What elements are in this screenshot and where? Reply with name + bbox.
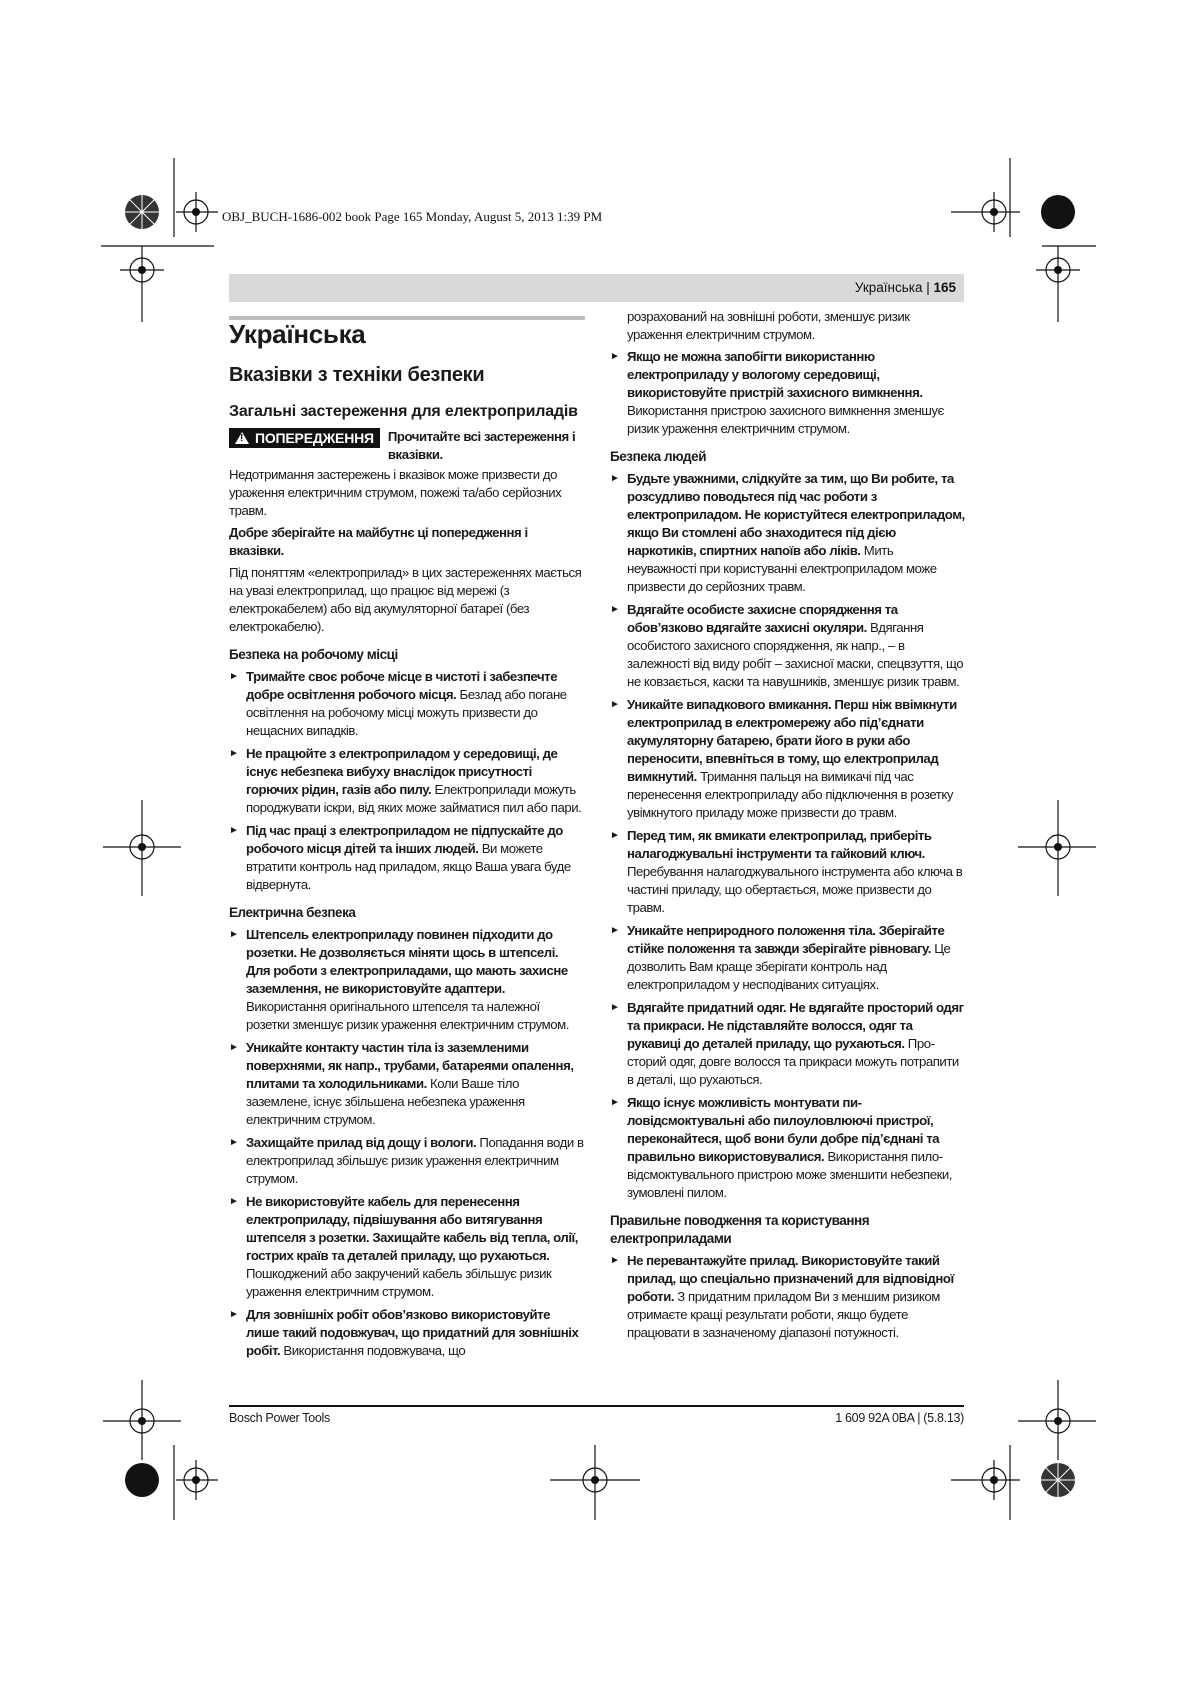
- print-slug: OBJ_BUCH-1686-002 book Page 165 Monday, August 5, 2013 1:39 PM: [222, 209, 603, 224]
- list-item: [229, 668, 585, 740]
- bullet-arrow-icon: ►: [610, 1097, 620, 1108]
- list-item: [610, 922, 965, 994]
- list-item: [610, 348, 965, 438]
- item-text: Це дозволить Вам краще зберігати контроль над електроприладом у несподіваних ситуаціях.: [627, 941, 951, 992]
- language-title: Українська: [229, 319, 366, 349]
- item-text: Використання пиловідсмоктувального пристрою може зменшити небезпеки, зумовлені пилом.: [627, 1149, 953, 1200]
- list-item: [610, 999, 965, 1089]
- continuation-text: розрахований на зовнішні роботи, зменшує ризик ураження електричним струмом.: [627, 309, 910, 342]
- list-item: [610, 696, 965, 822]
- item-bold: Не використовуйте кабель для перенесення електроприладу, підвішування або витягування штепселя з розетки. Захищайте кабель від тепла, олії, гострих країв та деталей приладу, що рухаються.: [246, 1194, 579, 1263]
- bullet-arrow-icon: ►: [610, 473, 620, 484]
- item-text: Пошкоджений або закручений кабель збільшує ризик ураження електричним струмом.: [246, 1266, 552, 1299]
- item-bold: Не працюйте з електроприладом у середовищі, де існує небезпека вибуху внаслідок присутності горючих рідин, газів або пилу.: [246, 746, 558, 797]
- page-number: 165: [933, 280, 956, 295]
- bullet-arrow-icon: ►: [610, 1255, 620, 1266]
- list-item: [229, 1306, 585, 1360]
- list-item: [610, 1252, 965, 1342]
- term-definition: Під поняттям «електроприлад» в цих застереженнях мається на увазі електроприлад, що працює від мережі (з електрокабелем) або від акумуляторної батареї (без електрокабелю).: [229, 565, 582, 634]
- list-item: [229, 1134, 585, 1188]
- page-header: [855, 280, 956, 295]
- item-bold: Під час праці з електроприладом не підпускайте до робочого місця дітей та інших людей.: [246, 823, 563, 856]
- item-text: Вдягання особистого захисного спорядження, як напр., – в залежності від виду робіт – захисної маски, спецвзуття, що не ковзається, каски та навушників, зменшує ризик травм.: [627, 620, 964, 689]
- footer-brand: Bosch Power Tools: [229, 1411, 330, 1425]
- column-right: [610, 308, 965, 1347]
- item-bold: Перед тим, як вмикати електроприлад, приберіть налагоджувальні інструменти та гайковий ключ.: [627, 828, 932, 861]
- work-area-title: Безпека на робочому місці: [229, 647, 398, 662]
- item-text: Коли Ваше тіло заземлене, існує збільшена небезпека ураження електричним струмом.: [246, 1076, 525, 1127]
- warning-consequence: Недотримання застережень і вказівок може призвести до ураження електричним струмом, пожежі та/або серйозних травм.: [229, 467, 562, 518]
- bullet-arrow-icon: ►: [229, 671, 239, 682]
- warning-badge-label: ПОПЕРЕДЖЕННЯ: [255, 430, 374, 446]
- column-left: [229, 318, 585, 1365]
- bullet-arrow-icon: ►: [229, 825, 239, 836]
- bullet-arrow-icon: ►: [229, 929, 239, 940]
- bullet-arrow-icon: ►: [229, 1137, 239, 1148]
- item-bold: Для зовнішніх робіт обов’язково використовуйте лише такий подовжувач, що придатний для зовнішніх робіт.: [246, 1307, 579, 1358]
- general-warnings-title: Загальні застереження для електроприладів: [229, 403, 578, 420]
- item-bold: Тримайте своє робоче місце в чистоті і забезпечте добре освітлення робочого місця.: [246, 669, 558, 702]
- bullet-arrow-icon: ►: [610, 1002, 620, 1013]
- item-bold: Уникайте контакту частин тіла із заземленими поверхнями, як напр., трубами, батареями опалення, плитами та холодильниками.: [246, 1040, 574, 1091]
- page-header-bar: [229, 274, 964, 302]
- warning-triangle-icon: !: [235, 432, 249, 444]
- item-bold: Уникайте неприродного положення тіла. Зберігайте стійке положення та завжди зберігайте рівновагу.: [627, 923, 945, 956]
- list-item: [610, 1094, 965, 1202]
- warning-block: [229, 428, 585, 464]
- list-item: [610, 470, 965, 596]
- bullet-arrow-icon: ►: [610, 830, 620, 841]
- use-care-title: Правильне поводження та користування електроприладами: [610, 1213, 870, 1246]
- warning-text: Прочитайте всі застереження і вказівки.: [387, 429, 576, 462]
- item-text: Ви можете втратити контроль над приладом, якщо Ваша увага буде відвернута.: [246, 841, 571, 892]
- item-text: Тримання пальця на вимикачі під час перенесення електроприладу або підключення в розетку увімкнутого приладу може призвести до травм.: [627, 769, 954, 820]
- list-item: [229, 822, 585, 894]
- item-text: Електроприлади можуть породжувати іскри, від яких може займатися пил або пари.: [246, 782, 582, 815]
- bullet-arrow-icon: ►: [610, 351, 620, 362]
- footer-rule: [229, 1405, 964, 1407]
- item-text: Мить неуважності при користуванні електроприладом може призвести до серйозних травм.: [627, 543, 937, 594]
- list-item: [610, 827, 965, 917]
- item-text: Безлад або погане освітлення на робочому місці можуть призвести до нещасних випадків.: [246, 687, 567, 738]
- bullet-arrow-icon: ►: [229, 1309, 239, 1320]
- item-bold: Якщо існує можливість монтувати пиловідсмоктувальні або пилоуловлюючі пристрої, переконайтеся, щоб вони були добре під’єднані та правильно використовувалися.: [627, 1095, 940, 1164]
- list-item: [229, 1193, 585, 1301]
- keep-instructions: Добре зберігайте на майбутнє ці попередження і вказівки.: [229, 525, 528, 558]
- header-section: Українська: [854, 280, 923, 295]
- item-bold: Не перевантажуйте прилад. Використовуйте такий прилад, що спеціально призначений для відповідної роботи.: [627, 1253, 954, 1304]
- bullet-arrow-icon: ►: [610, 925, 620, 936]
- list-item: [610, 601, 965, 691]
- list-item: [229, 745, 585, 817]
- header-separator: |: [922, 280, 934, 295]
- item-bold: Будьте уважними, слідкуйте за тим, що Ви робите, та розсудливо поводьтеся під час роботи з електроприладом. Не користуйтеся електроприладом, якщо Ви стомлені або знаходитеся під дією наркотиків, спиртних напоїв або ліків.: [627, 471, 965, 558]
- bullet-arrow-icon: ►: [229, 1042, 239, 1053]
- footer-docnum: 1 609 92A 0BA | (5.8.13): [835, 1411, 964, 1425]
- item-text: З придатним приладом Ви з меншим ризиком отримаєте кращі результати роботи, якщо будете працювати в зазначеному діапазоні потужності.: [627, 1289, 940, 1340]
- item-bold: Уникайте випадкового вмикання. Перш ніж ввімкнути електроприлад в електромережу або під’єднати акумуляторну батарею, брати його в руки або переносити, впевніться в тому, що електроприлад вимкнутий.: [627, 697, 957, 784]
- bullet-arrow-icon: ►: [610, 699, 620, 710]
- electrical-title: Електрична безпека: [229, 905, 356, 920]
- list-item: [229, 1039, 585, 1129]
- item-text: Використання пристрою захисного вимкнення зменшує ризик ураження електричним струмом.: [627, 403, 944, 436]
- item-bold: Якщо не можна запобігти використанню електроприладу у вологому середовищі, використовуйте пристрій захисного вимкнення.: [627, 349, 923, 400]
- safety-title: Вказівки з техніки безпеки: [229, 364, 485, 386]
- item-text: Просторий одяг, довге волосся та прикраси можуть потрапити в деталі, що рухаються.: [627, 1036, 959, 1087]
- item-text: Використання подовжувача, що: [280, 1343, 466, 1358]
- list-item: [229, 926, 585, 1034]
- warning-badge: [229, 428, 380, 448]
- item-bold: Вдягайте особисте захисне спорядження та обов’язково вдягайте захисні окуляри.: [627, 602, 898, 635]
- personal-safety-title: Безпека людей: [610, 449, 707, 464]
- bullet-arrow-icon: ►: [229, 1196, 239, 1207]
- bullet-arrow-icon: ►: [229, 748, 239, 759]
- item-text: Попадання води в електроприлад збільшує ризик ураження електричним струмом.: [246, 1135, 584, 1186]
- item-bold: Захищайте прилад від дощу і вологи.: [246, 1135, 477, 1150]
- item-bold: Штепсель електроприладу повинен підходити до розетки. Не дозволяється міняти щось в штепселі. Для роботи з електроприладами, що мають захисне заземлення, не використовуйте адаптери.: [246, 927, 568, 996]
- item-text: Перебування налагоджувального інструмента або ключа в частині приладу, що обертається, може призвести до травм.: [627, 864, 963, 915]
- bullet-arrow-icon: ►: [610, 604, 620, 615]
- item-bold: Вдягайте придатний одяг. Не вдягайте просторий одяг та прикраси. Не підставляйте волосся, одяг та рукавиці до деталей приладу, що рухаються.: [627, 1000, 964, 1051]
- item-text: Використання оригінального штепселя та належної розетки зменшує ризик ураження електричним струмом.: [246, 999, 569, 1032]
